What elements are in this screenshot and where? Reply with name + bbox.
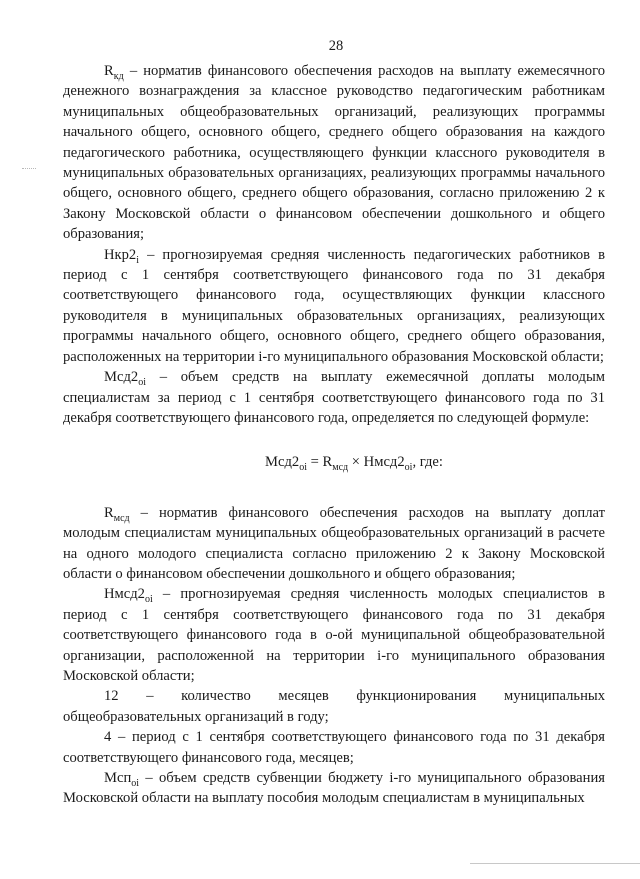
paragraph-4-period: [63, 727, 605, 768]
formula-rhs-sub: oi: [404, 462, 413, 474]
paragraph-text: – прогнозируемая средняя численность педагогических работников в период с 1 сентября соответствующего финансового года по 31 декабря соответствующего финансового года, осуществляющих функции классного руководителя в муниципальных образовательных организациях, реализующих программы начального общего, основного общего, среднего общего образования, расположенных на территории i-го муниципального образования Московской области;: [63, 246, 605, 365]
subscript-msd: мсд: [113, 512, 130, 524]
symbol-msp: Мсп: [104, 770, 132, 786]
paragraph-text: – объем средств субвенции бюджету i-го муниципального образования Московской области на выплату пособия молодым специалистам в муниципальных: [63, 770, 605, 807]
subscript-oi: oi: [131, 777, 140, 789]
formula-lhs-sub: oi: [299, 462, 308, 474]
formula-r-sub: мсд: [332, 462, 349, 474]
paragraph-text: 4 – период с 1 сентября соответствующего финансового года по 31 декабря соответствующего финансового года, месяцев;: [63, 729, 605, 766]
symbol-nkr2: Нкр2: [104, 246, 137, 263]
subscript-oi: oi: [138, 377, 146, 388]
subscript-kd: кд: [113, 70, 124, 82]
symbol-r: R: [104, 63, 114, 79]
paragraph-text: 12 – количество месяцев функционирования муниципальных общеобразовательных организаций в году;: [63, 688, 605, 725]
paragraph-r-kd: [63, 61, 605, 245]
page-number: 28: [328, 38, 344, 54]
document-body: [63, 61, 605, 809]
formula-eq: = R: [307, 454, 333, 471]
paragraph-nmsd2: [63, 584, 605, 686]
formula-tail: , где:: [412, 454, 443, 471]
paragraph-msd2: [63, 367, 605, 428]
paragraph-text: – прогнозируемая средняя численность молодых специалистов в период с 1 сентября соответствующего финансового года по 31 декабря соответствующего финансового года в о-ой муниципальной общеобразовательной организации, расположенной на территории i-го муниципального образования Московской области;: [63, 586, 605, 684]
paragraph-msp: [63, 768, 605, 809]
subscript-i: i: [136, 254, 140, 266]
paragraph-r-msd: [63, 503, 605, 585]
formula-times: × Нмсд2: [348, 454, 405, 471]
symbol-msd2: Мсд2: [104, 369, 139, 386]
formula: [63, 452, 605, 472]
scan-bottom-edge: [470, 863, 640, 864]
paragraph-text: – объем средств на выплату ежемесячной доплаты молодым специалистам за период с 1 сентября соответствующего финансового года по 31 декабря соответствующего финансового года, определяется по следующей формуле:: [63, 369, 605, 426]
paragraph-nkr2: [63, 245, 605, 367]
formula-lhs: Мсд2: [265, 454, 300, 471]
paragraph-text: – норматив финансового обеспечения расходов на выплату доплат молодым специалистам муниципальных общеобразовательных организаций в расчете на одного молодого специалиста согласно приложению 2 к Закону Московской области о финансовом обеспечении дошкольного и общего образования;: [63, 504, 605, 582]
symbol-r: R: [104, 504, 114, 521]
subscript-oi: oi: [144, 594, 153, 606]
symbol-nmsd2: Нмсд2: [104, 586, 145, 603]
scan-edge-mark: [22, 168, 36, 170]
paragraph-text: – норматив финансового обеспечения расходов на выплату ежемесячного денежного вознаграждения за классное руководство педагогическим работникам муниципальных общеобразовательных организаций, реализующих программы начального общего, основного общего, среднего общего образования на каждого педагогического работника, осуществляющего функции классного руководителя в муниципальных образовательных организациях, реализующих программы начального общего, основного общего, среднего общего образования, согласно приложению 2 к Закону Московской области о финансовом обеспечении дошкольного и общего образования;: [63, 63, 605, 243]
paragraph-12-months: [63, 686, 605, 727]
